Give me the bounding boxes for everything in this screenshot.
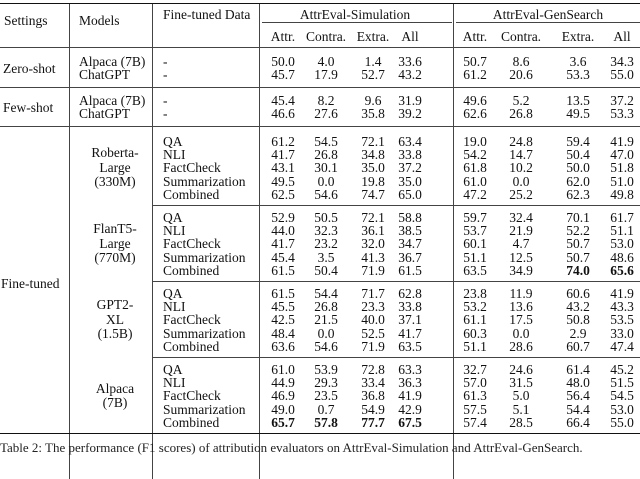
score-cell: 74.0 [566, 263, 590, 279]
column-header-2: Extra. [356, 29, 390, 44]
finetune-data: - [163, 106, 168, 122]
score-cell: 54.9 [361, 401, 385, 417]
header-settings: Settings [4, 13, 48, 28]
score-cell: 4.7 [512, 236, 530, 252]
score-cell: 50.5 [314, 209, 338, 225]
group-underline-1 [262, 22, 452, 23]
score-cell: 52.7 [361, 67, 385, 83]
score-cell: 54.2 [463, 147, 487, 162]
score-cell: 45.2 [610, 361, 634, 377]
score-cell: 34.7 [398, 236, 422, 252]
score-cell: 61.1 [463, 312, 487, 328]
score-cell: 53.7 [463, 223, 487, 238]
score-cell: 36.3 [398, 375, 422, 390]
score-cell: 14.7 [509, 147, 533, 162]
score-cell: 57.5 [463, 401, 487, 417]
score-cell: 50.8 [566, 312, 590, 328]
score-cell: 23.3 [361, 299, 385, 314]
model-name: Alpaca (7B) [79, 92, 146, 108]
score-cell: 53.3 [566, 67, 590, 83]
score-cell: 66.4 [566, 415, 590, 431]
score-cell: 21.9 [509, 223, 533, 238]
score-cell: 27.6 [314, 106, 338, 122]
finetune-data: NLI [163, 299, 186, 314]
score-cell: 41.7 [398, 325, 422, 341]
finetune-data: Combined [163, 415, 220, 431]
model-name-line: Alpaca [95, 380, 135, 396]
score-cell: 37.2 [610, 92, 634, 108]
score-cell: 48.4 [271, 325, 295, 341]
score-cell: 71.9 [361, 339, 385, 355]
vline-settings [69, 3, 70, 479]
score-cell: 31.5 [509, 375, 533, 390]
score-cell: 45.4 [271, 92, 295, 108]
score-cell: 10.2 [509, 160, 533, 176]
score-cell: 34.8 [361, 147, 385, 162]
score-cell: 62.0 [566, 173, 590, 189]
finetune-data: QA [163, 361, 183, 377]
score-cell: 49.6 [463, 92, 487, 108]
finetune-data: FactCheck [163, 388, 221, 404]
score-cell: 50.7 [566, 249, 590, 265]
score-cell: 60.1 [463, 236, 487, 252]
score-cell: 0.0 [317, 173, 335, 189]
finetune-data: NLI [163, 223, 186, 238]
score-cell: 54.4 [314, 285, 338, 301]
score-cell: 20.6 [509, 67, 533, 83]
score-cell: 63.5 [463, 263, 487, 279]
score-cell: 53.3 [610, 106, 634, 122]
score-cell: 26.8 [314, 299, 338, 314]
setting-label: Few-shot [3, 99, 54, 115]
column-header-7: All [613, 29, 631, 44]
score-cell: 53.5 [610, 312, 634, 328]
finetune-data: FactCheck [163, 160, 221, 176]
score-cell: 62.3 [566, 187, 590, 203]
score-cell: 23.2 [314, 236, 338, 252]
score-cell: 28.6 [509, 339, 533, 355]
finetune-data: NLI [163, 147, 186, 162]
group-rule [152, 281, 640, 282]
score-cell: 0.0 [512, 173, 530, 189]
score-cell: 65.0 [398, 187, 422, 203]
score-cell: 54.6 [314, 187, 338, 203]
score-cell: 54.4 [566, 401, 590, 417]
score-cell: 32.0 [361, 236, 385, 252]
score-cell: 30.1 [314, 160, 338, 176]
score-cell: 55.0 [610, 67, 634, 83]
score-cell: 57.4 [463, 415, 487, 431]
score-cell: 43.2 [398, 67, 422, 83]
score-cell: 5.2 [512, 92, 530, 108]
header-group-simulation: AttrEval-Simulation [299, 7, 411, 22]
score-cell: 61.7 [610, 209, 634, 225]
score-cell: 67.5 [398, 415, 422, 431]
score-cell: 61.4 [566, 361, 590, 377]
header-finetuned-data: Fine-tuned Data [163, 7, 251, 22]
score-cell: 0.7 [317, 401, 335, 417]
score-cell: 61.5 [271, 285, 295, 301]
score-cell: 48.6 [610, 249, 634, 265]
header-rule [0, 47, 640, 48]
score-cell: 52.9 [271, 209, 295, 225]
column-header-3: All [401, 29, 419, 44]
finetune-data: Summarization [163, 401, 246, 417]
score-cell: 58.8 [398, 209, 422, 225]
score-cell: 50.7 [463, 54, 487, 69]
score-cell: 32.4 [509, 209, 533, 225]
score-cell: 61.0 [271, 361, 295, 377]
model-name: ChatGPT [79, 106, 131, 122]
score-cell: 62.6 [463, 106, 487, 122]
score-cell: 59.7 [463, 209, 487, 225]
score-cell: 44.0 [271, 223, 295, 238]
finetune-data: QA [163, 285, 183, 301]
score-cell: 42.9 [398, 401, 422, 417]
column-header-4: Attr. [462, 29, 488, 44]
score-cell: 51.1 [463, 249, 487, 265]
model-name-line: XL [106, 311, 124, 327]
score-cell: 52.2 [566, 223, 590, 238]
score-cell: 50.4 [314, 263, 338, 279]
score-cell: 53.9 [314, 361, 338, 377]
score-cell: 60.7 [566, 339, 590, 355]
score-cell: 41.3 [361, 249, 385, 265]
bottom-rule [0, 433, 640, 434]
column-header-1: Contra. [305, 29, 347, 44]
score-cell: 59.4 [566, 133, 590, 149]
score-cell: 33.6 [398, 54, 422, 69]
score-cell: 61.0 [463, 173, 487, 189]
score-cell: 55.0 [610, 415, 634, 431]
finetune-data: - [163, 54, 168, 69]
score-cell: 13.6 [509, 299, 533, 314]
column-header-0: Attr. [270, 29, 296, 44]
score-cell: 32.3 [314, 223, 338, 238]
score-cell: 1.4 [364, 54, 382, 69]
score-cell: 53.0 [610, 401, 634, 417]
score-cell: 35.0 [398, 173, 422, 189]
score-cell: 50.4 [566, 147, 590, 162]
score-cell: 26.8 [314, 147, 338, 162]
score-cell: 44.9 [271, 375, 295, 390]
score-cell: 0.0 [512, 325, 530, 341]
score-cell: 49.8 [610, 187, 634, 203]
column-header-5: Contra. [500, 29, 542, 44]
score-cell: 11.9 [509, 285, 533, 301]
model-name-line: Large [99, 159, 131, 175]
model-name-line: Roberta- [91, 145, 139, 161]
section-rule [0, 87, 640, 88]
score-cell: 63.6 [271, 339, 295, 355]
score-cell: 50.0 [271, 54, 295, 69]
score-cell: 62.8 [398, 285, 422, 301]
finetune-data: Combined [163, 339, 220, 355]
score-cell: 72.1 [361, 133, 385, 149]
header-group-gensearch: AttrEval-GenSearch [492, 7, 604, 22]
score-cell: 54.5 [610, 388, 634, 404]
score-cell: 61.3 [463, 388, 487, 404]
score-cell: 47.4 [610, 339, 634, 355]
score-cell: 23.5 [314, 388, 338, 404]
score-cell: 28.5 [509, 415, 533, 431]
finetune-data: FactCheck [163, 236, 221, 252]
score-cell: 26.8 [509, 106, 533, 122]
score-cell: 51.1 [610, 223, 634, 238]
finetune-data: - [163, 67, 168, 83]
section-rule [0, 126, 640, 127]
score-cell: 37.2 [398, 160, 422, 176]
score-cell: 41.9 [398, 388, 422, 404]
score-cell: 51.1 [463, 339, 487, 355]
score-cell: 43.3 [610, 299, 634, 314]
score-cell: 12.5 [509, 249, 533, 265]
score-cell: 72.8 [361, 361, 385, 377]
finetune-data: - [163, 92, 168, 108]
score-cell: 24.8 [509, 133, 533, 149]
score-cell: 24.6 [509, 361, 533, 377]
score-cell: 41.7 [271, 147, 295, 162]
score-cell: 60.6 [566, 285, 590, 301]
score-cell: 47.2 [463, 187, 487, 203]
score-cell: 47.0 [610, 147, 634, 162]
score-cell: 51.0 [610, 173, 634, 189]
score-cell: 40.0 [361, 312, 385, 328]
model-name-line: Large [99, 235, 131, 251]
model-name-line: (330M) [94, 174, 136, 190]
score-cell: 5.0 [512, 388, 530, 404]
score-cell: 53.0 [610, 236, 634, 252]
column-header-6: Extra. [561, 29, 595, 44]
score-cell: 72.1 [361, 209, 385, 225]
score-cell: 49.5 [271, 173, 295, 189]
score-cell: 36.8 [361, 388, 385, 404]
score-cell: 35.8 [361, 106, 385, 122]
score-cell: 19.8 [361, 173, 385, 189]
score-cell: 54.6 [314, 339, 338, 355]
score-cell: 38.5 [398, 223, 422, 238]
score-cell: 77.7 [361, 415, 385, 431]
score-cell: 61.2 [463, 67, 487, 83]
score-cell: 52.5 [361, 325, 385, 341]
score-cell: 65.7 [271, 415, 295, 431]
score-cell: 31.9 [398, 92, 422, 108]
score-cell: 45.4 [271, 249, 295, 265]
score-cell: 41.9 [610, 285, 634, 301]
score-cell: 29.3 [314, 375, 338, 390]
score-cell: 60.3 [463, 325, 487, 341]
score-cell: 51.5 [610, 375, 634, 390]
score-cell: 9.6 [364, 92, 382, 108]
score-cell: 57.0 [463, 375, 487, 390]
model-name-line: FlanT5- [93, 221, 137, 237]
vline-models [152, 3, 153, 479]
score-cell: 45.7 [271, 67, 295, 83]
finetune-data: FactCheck [163, 312, 221, 328]
table-caption: Table 2: The performance (F1 scores) of attribution evaluators on AttrEval-Simulation and AttrEval-GenSearch. [0, 439, 583, 455]
score-cell: 17.9 [314, 67, 338, 83]
score-cell: 61.8 [463, 160, 487, 176]
score-cell: 17.5 [509, 312, 533, 328]
score-cell: 41.9 [610, 133, 634, 149]
score-cell: 36.7 [398, 249, 422, 265]
vline-data [259, 3, 260, 479]
score-cell: 46.9 [271, 388, 295, 404]
score-cell: 53.2 [463, 299, 487, 314]
score-cell: 23.8 [463, 285, 487, 301]
score-cell: 19.0 [463, 133, 487, 149]
score-cell: 51.8 [610, 160, 634, 176]
score-cell: 5.1 [512, 401, 530, 417]
score-cell: 36.1 [361, 223, 385, 238]
score-cell: 8.6 [512, 54, 530, 69]
model-name-line: (7B) [102, 395, 128, 411]
score-cell: 65.6 [610, 263, 634, 279]
score-cell: 25.2 [509, 187, 533, 203]
model-name-line: (1.5B) [97, 326, 133, 342]
finetune-data: NLI [163, 375, 186, 390]
score-cell: 63.3 [398, 361, 422, 377]
score-cell: 71.7 [361, 285, 385, 301]
score-cell: 57.8 [314, 415, 338, 431]
model-name-line: (770M) [94, 250, 136, 266]
score-cell: 21.5 [314, 312, 338, 328]
score-cell: 39.2 [398, 106, 422, 122]
finetune-data: Combined [163, 263, 220, 279]
finetune-data: Combined [163, 187, 220, 203]
finetune-data: Summarization [163, 249, 246, 265]
score-cell: 8.2 [317, 92, 335, 108]
score-cell: 13.5 [566, 92, 590, 108]
group-rule [152, 205, 640, 206]
score-cell: 74.7 [361, 187, 385, 203]
score-cell: 2.9 [569, 325, 587, 341]
score-cell: 3.6 [569, 54, 587, 69]
score-cell: 3.5 [317, 249, 335, 265]
score-cell: 49.5 [566, 106, 590, 122]
score-cell: 61.5 [271, 263, 295, 279]
score-cell: 35.0 [361, 160, 385, 176]
score-cell: 34.3 [610, 54, 634, 69]
group-rule [152, 357, 640, 358]
score-cell: 50.0 [566, 160, 590, 176]
group-underline-2 [456, 22, 640, 23]
score-cell: 61.5 [398, 263, 422, 279]
score-cell: 49.0 [271, 401, 295, 417]
score-cell: 34.9 [509, 263, 533, 279]
score-cell: 50.7 [566, 236, 590, 252]
score-cell: 0.0 [317, 325, 335, 341]
score-cell: 56.4 [566, 388, 590, 404]
score-cell: 70.1 [566, 209, 590, 225]
score-cell: 45.5 [271, 299, 295, 314]
score-cell: 62.5 [271, 187, 295, 203]
finetune-data: QA [163, 209, 183, 225]
score-cell: 4.0 [317, 54, 335, 69]
model-name: ChatGPT [79, 67, 131, 83]
score-cell: 63.4 [398, 133, 422, 149]
score-cell: 63.5 [398, 339, 422, 355]
score-cell: 33.0 [610, 325, 634, 341]
finetune-data: Summarization [163, 173, 246, 189]
score-cell: 33.8 [398, 299, 422, 314]
header-models: Models [79, 13, 120, 28]
score-cell: 54.5 [314, 133, 338, 149]
finetune-data: QA [163, 133, 183, 149]
score-cell: 37.1 [398, 312, 422, 328]
score-cell: 43.2 [566, 299, 590, 314]
score-cell: 32.7 [463, 361, 487, 377]
score-cell: 33.4 [361, 375, 385, 390]
finetune-data: Summarization [163, 325, 246, 341]
score-cell: 42.5 [271, 312, 295, 328]
score-cell: 33.8 [398, 147, 422, 162]
score-cell: 41.7 [271, 236, 295, 252]
model-name-line: GPT2- [96, 297, 134, 313]
model-name: Alpaca (7B) [79, 54, 146, 69]
top-rule [0, 3, 640, 4]
setting-label: Fine-tuned [1, 275, 60, 291]
score-cell: 61.2 [271, 133, 295, 149]
score-cell: 46.6 [271, 106, 295, 122]
score-cell: 48.0 [566, 375, 590, 390]
score-cell: 71.9 [361, 263, 385, 279]
score-cell: 43.1 [271, 160, 295, 176]
setting-label: Zero-shot [3, 60, 56, 76]
